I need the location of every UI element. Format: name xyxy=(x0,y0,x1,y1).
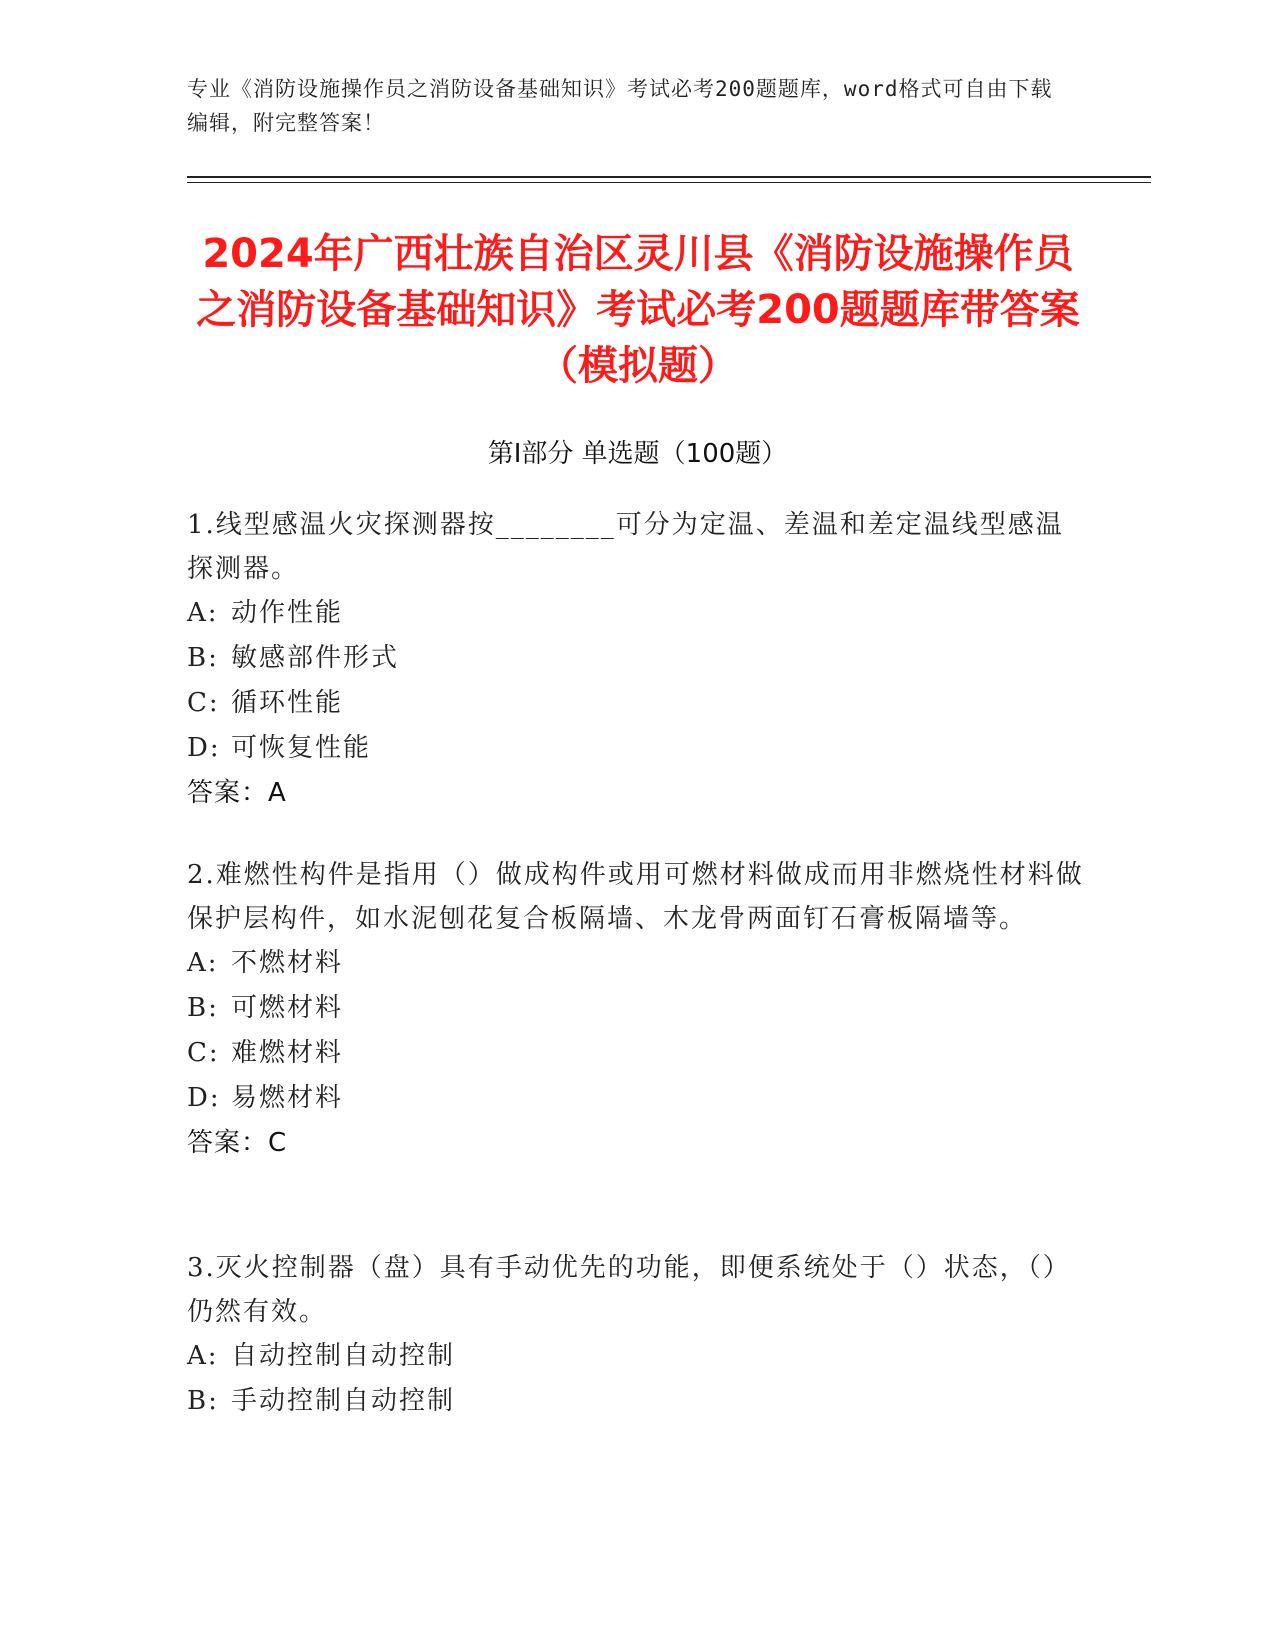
option-text: 易燃材料 xyxy=(231,1083,344,1113)
option-text: 动作性能 xyxy=(231,598,344,628)
question-3 xyxy=(187,1246,1087,1424)
option-d xyxy=(187,726,1087,771)
option-c xyxy=(187,1031,1087,1076)
header-divider-thin xyxy=(187,182,1151,183)
header-divider xyxy=(187,176,1151,178)
header-note: 专业《消防设施操作员之消防设备基础知识》考试必考200题题库，word格式可自由下载编辑，附完整答案！ xyxy=(187,77,1053,135)
question-stem: 2.难燃性构件是指用（）做成构件或用可燃材料做成而用非燃烧性材料做保护层构件，如水泥刨花复合板隔墙、木龙骨两面钉石膏板隔墙等。 xyxy=(187,860,1084,934)
question-1 xyxy=(187,503,1087,816)
option-b xyxy=(187,1379,1087,1424)
question-stem: 3.灭火控制器（盘）具有手动优先的功能，即便系统处于（）状态，（）仍然有效。 xyxy=(187,1253,1071,1327)
option-b xyxy=(187,986,1087,1031)
option-letter: A: xyxy=(187,598,219,628)
option-text: 可燃材料 xyxy=(231,993,344,1023)
option-letter: D: xyxy=(187,733,221,763)
option-letter: A: xyxy=(187,948,219,978)
option-text: 手动控制自动控制 xyxy=(231,1386,456,1416)
option-text: 自动控制自动控制 xyxy=(231,1341,456,1371)
option-text: 循环性能 xyxy=(231,688,344,718)
option-letter: C: xyxy=(187,688,220,718)
option-text: 难燃材料 xyxy=(231,1038,344,1068)
option-c xyxy=(187,681,1087,726)
option-letter: C: xyxy=(187,1038,220,1068)
question-2 xyxy=(187,853,1087,1166)
option-letter: A: xyxy=(187,1341,219,1371)
option-a xyxy=(187,591,1087,636)
option-a xyxy=(187,941,1087,986)
option-a xyxy=(187,1334,1087,1379)
option-letter: B: xyxy=(187,643,219,673)
option-d xyxy=(187,1076,1087,1121)
option-text: 不燃材料 xyxy=(231,948,344,978)
option-letter: B: xyxy=(187,993,219,1023)
document-title: 2024年广西壮族自治区灵川县《消防设施操作员之消防设备基础知识》考试必考200题题库带答案（模拟题） xyxy=(196,231,1080,389)
option-letter: B: xyxy=(187,1386,219,1416)
option-b xyxy=(187,636,1087,681)
option-text: 敏感部件形式 xyxy=(231,643,400,673)
answer-line: 答案：C xyxy=(187,1128,288,1158)
answer-line: 答案：A xyxy=(187,778,287,808)
question-stem: 1.线型感温火灾探测器按________可分为定温、差温和差定温线型感温探测器。 xyxy=(187,510,1064,584)
section-heading: 第I部分 单选题（100题） xyxy=(487,439,788,469)
option-letter: D: xyxy=(187,1083,221,1113)
option-text: 可恢复性能 xyxy=(231,733,372,763)
